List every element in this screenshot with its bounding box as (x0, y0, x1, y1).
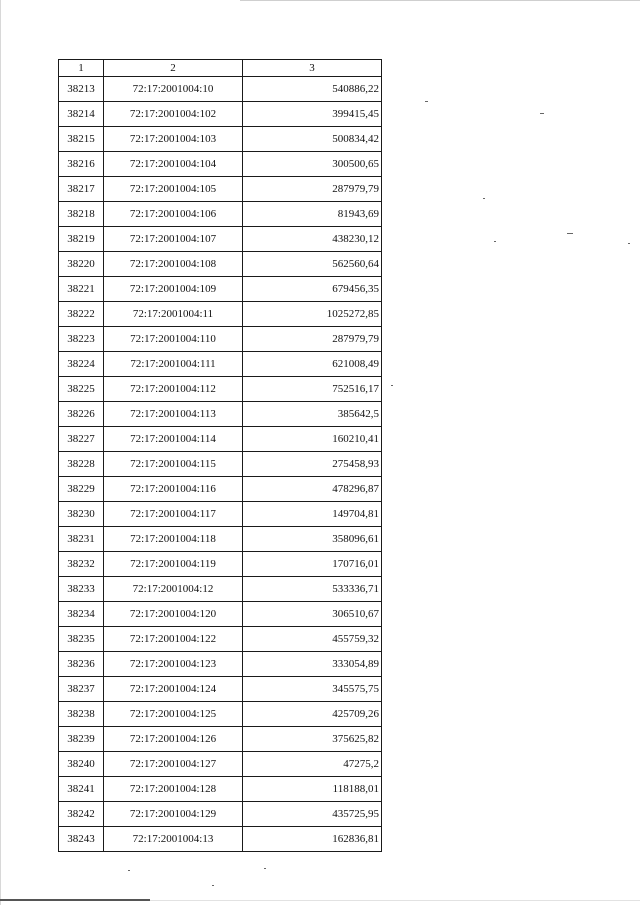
scan-speck (494, 241, 496, 242)
cadastral-value-cell: 160210,41 (243, 427, 382, 452)
row-number-cell: 38225 (59, 377, 104, 402)
table-row (59, 577, 382, 602)
cadastral-value-cell: 170716,01 (243, 552, 382, 577)
cadastral-value-cell: 149704,81 (243, 502, 382, 527)
table-row (59, 827, 382, 852)
cadastral-value-cell: 358096,61 (243, 527, 382, 552)
row-number-cell: 38235 (59, 627, 104, 652)
table-row (59, 152, 382, 177)
cadastral-number-cell: 72:17:2001004:118 (104, 527, 243, 552)
cadastral-value-cell: 540886,22 (243, 77, 382, 102)
cadastral-number-cell: 72:17:2001004:127 (104, 752, 243, 777)
scan-speck (264, 868, 266, 869)
cadastral-number-cell: 72:17:2001004:114 (104, 427, 243, 452)
page-edge-bottom-shadow (0, 899, 150, 901)
row-number-cell: 38227 (59, 427, 104, 452)
cadastral-value-cell: 562560,64 (243, 252, 382, 277)
cadastral-number-cell: 72:17:2001004:11 (104, 302, 243, 327)
cadastral-number-cell: 72:17:2001004:120 (104, 602, 243, 627)
table-row (59, 652, 382, 677)
cadastral-value-cell: 345575,75 (243, 677, 382, 702)
row-number-cell: 38220 (59, 252, 104, 277)
table-row (59, 702, 382, 727)
table-body (59, 60, 382, 852)
cadastral-number-cell: 72:17:2001004:112 (104, 377, 243, 402)
cadastral-number-cell: 72:17:2001004:115 (104, 452, 243, 477)
table-row (59, 452, 382, 477)
cadastral-number-cell: 72:17:2001004:103 (104, 127, 243, 152)
page-edge-top (240, 0, 640, 1)
cadastral-number-cell: 72:17:2001004:102 (104, 102, 243, 127)
cadastral-value-cell: 1025272,85 (243, 302, 382, 327)
row-number-cell: 38214 (59, 102, 104, 127)
table-row (59, 752, 382, 777)
cadastral-value-cell: 385642,5 (243, 402, 382, 427)
cadastral-number-cell: 72:17:2001004:119 (104, 552, 243, 577)
row-number-cell: 38229 (59, 477, 104, 502)
row-number-cell: 38231 (59, 527, 104, 552)
table-row (59, 552, 382, 577)
cadastral-value-cell: 287979,79 (243, 327, 382, 352)
cadastral-number-cell: 72:17:2001004:125 (104, 702, 243, 727)
cadastral-number-cell: 72:17:2001004:107 (104, 227, 243, 252)
row-number-cell: 38217 (59, 177, 104, 202)
row-number-cell: 38226 (59, 402, 104, 427)
cadastral-value-cell: 300500,65 (243, 152, 382, 177)
row-number-cell: 38232 (59, 552, 104, 577)
cadastral-number-cell: 72:17:2001004:104 (104, 152, 243, 177)
page-edge-left (0, 0, 1, 905)
column-header-3: 3 (243, 60, 382, 77)
cadastral-value-cell: 162836,81 (243, 827, 382, 852)
cadastral-number-cell: 72:17:2001004:122 (104, 627, 243, 652)
table-row (59, 677, 382, 702)
table-row (59, 427, 382, 452)
cadastral-value-cell: 679456,35 (243, 277, 382, 302)
cadastral-number-cell: 72:17:2001004:105 (104, 177, 243, 202)
table-row (59, 102, 382, 127)
cadastral-number-cell: 72:17:2001004:129 (104, 802, 243, 827)
scan-speck (212, 885, 214, 886)
row-number-cell: 38228 (59, 452, 104, 477)
row-number-cell: 38233 (59, 577, 104, 602)
row-number-cell: 38243 (59, 827, 104, 852)
row-number-cell: 38242 (59, 802, 104, 827)
table-row (59, 177, 382, 202)
table-row (59, 327, 382, 352)
scan-speck (540, 113, 544, 114)
row-number-cell: 38216 (59, 152, 104, 177)
cadastral-number-cell: 72:17:2001004:116 (104, 477, 243, 502)
cadastral-value-cell: 333054,89 (243, 652, 382, 677)
scan-speck (425, 101, 428, 102)
cadastral-number-cell: 72:17:2001004:113 (104, 402, 243, 427)
cadastral-value-cell: 399415,45 (243, 102, 382, 127)
row-number-cell: 38234 (59, 602, 104, 627)
table-row (59, 127, 382, 152)
cadastral-number-cell: 72:17:2001004:117 (104, 502, 243, 527)
cadastral-number-cell: 72:17:2001004:128 (104, 777, 243, 802)
row-number-cell: 38213 (59, 77, 104, 102)
scan-speck (567, 233, 573, 234)
row-number-cell: 38219 (59, 227, 104, 252)
scan-speck (628, 243, 630, 244)
column-header-2: 2 (104, 60, 243, 77)
row-number-cell: 38222 (59, 302, 104, 327)
table-row (59, 727, 382, 752)
cadastral-value-cell: 435725,95 (243, 802, 382, 827)
column-header-1: 1 (59, 60, 104, 77)
cadastral-number-cell: 72:17:2001004:126 (104, 727, 243, 752)
table-row (59, 277, 382, 302)
table-row (59, 302, 382, 327)
table-row (59, 602, 382, 627)
cadastral-number-cell: 72:17:2001004:13 (104, 827, 243, 852)
table-row (59, 402, 382, 427)
cadastral-value-cell: 533336,71 (243, 577, 382, 602)
table-row (59, 502, 382, 527)
cadastral-number-cell: 72:17:2001004:12 (104, 577, 243, 602)
table-row (59, 77, 382, 102)
cadastral-value-table (58, 59, 382, 852)
table-row (59, 227, 382, 252)
cadastral-number-cell: 72:17:2001004:106 (104, 202, 243, 227)
cadastral-value-cell: 455759,32 (243, 627, 382, 652)
scan-speck (128, 870, 130, 871)
table-header-row (59, 60, 382, 77)
cadastral-number-cell: 72:17:2001004:123 (104, 652, 243, 677)
table-row (59, 352, 382, 377)
cadastral-value-cell: 47275,2 (243, 752, 382, 777)
cadastral-number-cell: 72:17:2001004:108 (104, 252, 243, 277)
row-number-cell: 38237 (59, 677, 104, 702)
cadastral-number-cell: 72:17:2001004:124 (104, 677, 243, 702)
row-number-cell: 38224 (59, 352, 104, 377)
table-row (59, 377, 382, 402)
row-number-cell: 38239 (59, 727, 104, 752)
table-row (59, 627, 382, 652)
row-number-cell: 38221 (59, 277, 104, 302)
cadastral-value-cell: 287979,79 (243, 177, 382, 202)
table-row (59, 477, 382, 502)
table-row (59, 252, 382, 277)
scan-speck (391, 385, 393, 386)
cadastral-number-cell: 72:17:2001004:111 (104, 352, 243, 377)
cadastral-number-cell: 72:17:2001004:109 (104, 277, 243, 302)
cadastral-value-cell: 81943,69 (243, 202, 382, 227)
cadastral-value-cell: 275458,93 (243, 452, 382, 477)
table-row (59, 777, 382, 802)
table-row (59, 202, 382, 227)
cadastral-value-cell: 375625,82 (243, 727, 382, 752)
row-number-cell: 38218 (59, 202, 104, 227)
cadastral-value-cell: 306510,67 (243, 602, 382, 627)
cadastral-value-cell: 425709,26 (243, 702, 382, 727)
cadastral-number-cell: 72:17:2001004:110 (104, 327, 243, 352)
cadastral-value-cell: 478296,87 (243, 477, 382, 502)
row-number-cell: 38238 (59, 702, 104, 727)
scan-speck (483, 198, 485, 199)
cadastral-value-cell: 621008,49 (243, 352, 382, 377)
row-number-cell: 38241 (59, 777, 104, 802)
row-number-cell: 38230 (59, 502, 104, 527)
row-number-cell: 38236 (59, 652, 104, 677)
cadastral-value-cell: 118188,01 (243, 777, 382, 802)
row-number-cell: 38240 (59, 752, 104, 777)
row-number-cell: 38215 (59, 127, 104, 152)
cadastral-value-cell: 752516,17 (243, 377, 382, 402)
row-number-cell: 38223 (59, 327, 104, 352)
cadastral-value-cell: 438230,12 (243, 227, 382, 252)
table-row (59, 527, 382, 552)
table-row (59, 802, 382, 827)
cadastral-value-cell: 500834,42 (243, 127, 382, 152)
cadastral-number-cell: 72:17:2001004:10 (104, 77, 243, 102)
